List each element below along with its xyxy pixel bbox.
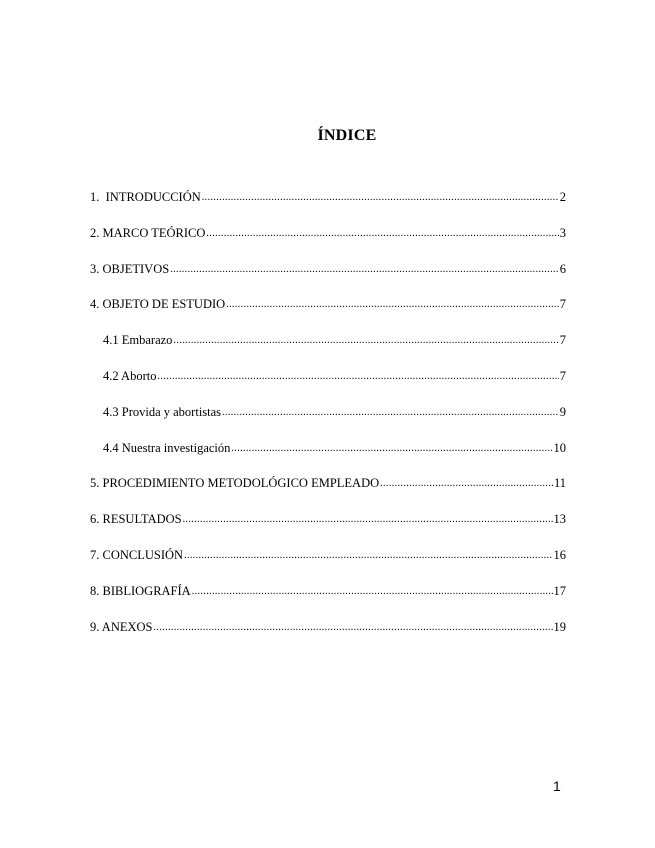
toc-dot-leader: [231, 440, 552, 458]
page-number: 1: [553, 778, 561, 794]
toc-dot-leader: [222, 404, 559, 422]
toc-entry-label: 4.3 Provida y abortistas: [103, 404, 222, 419]
toc-entry-label: 6. RESULTADOS: [90, 512, 182, 527]
toc-entry-page: 2: [559, 190, 566, 204]
toc-entry-label: 4. OBJETO DE ESTUDIO: [90, 297, 226, 312]
toc-entry-marco-teorico[interactable]: [90, 224, 566, 260]
toc-entry-page: 3: [559, 225, 566, 240]
toc-entry-resultados[interactable]: [90, 510, 566, 546]
toc-entry-page: 7: [559, 368, 566, 383]
toc-entry-page: 19: [553, 619, 566, 634]
toc-entry-label: 4.2 Aborto: [103, 368, 157, 383]
toc-dot-leader: [173, 332, 558, 350]
toc-entry-label: 9. ANEXOS: [90, 619, 153, 634]
toc-entry-conclusion[interactable]: [90, 546, 566, 582]
toc-entry-page: 10: [553, 440, 566, 455]
toc-title: ÍNDICE: [317, 127, 377, 144]
toc-entry-page: 7: [559, 333, 566, 348]
toc-entry-page: 9: [559, 404, 566, 419]
toc-entry-embarazo[interactable]: [90, 331, 566, 367]
toc-entry-label: 5. PROCEDIMIENTO METODOLÓGICO EMPLEADO: [90, 476, 380, 491]
toc-entry-aborto[interactable]: [90, 367, 566, 403]
toc-entry-nuestra-investigacion[interactable]: [90, 439, 566, 475]
toc-list: [90, 188, 566, 653]
toc-dot-leader: [226, 296, 559, 314]
toc-entry-page: 16: [553, 547, 566, 562]
toc-dot-leader: [192, 583, 553, 601]
toc-entry-label: 4.1 Embarazo: [103, 333, 173, 348]
toc-entry-label: 4.4 Nuestra investigación: [103, 440, 231, 455]
toc-dot-leader: [154, 619, 553, 637]
toc-entry-bibliografia[interactable]: [90, 582, 566, 618]
toc-entry-page: 7: [559, 297, 566, 312]
toc-entry-page: 11: [553, 476, 566, 491]
toc-entry-label: 8. BIBLIOGRAFÍA: [90, 583, 191, 598]
toc-entry-introduccion[interactable]: [90, 188, 566, 224]
toc-dot-leader: [183, 511, 553, 529]
toc-dot-leader: [184, 547, 552, 565]
toc-dot-leader: [380, 475, 553, 493]
toc-entry-objeto-de-estudio[interactable]: [90, 295, 566, 331]
toc-entry-label: 3. OBJETIVOS: [90, 261, 170, 276]
toc-entry-page: 13: [553, 512, 566, 527]
toc-entry-page: 6: [559, 261, 566, 276]
toc-entry-provida-y-abortistas[interactable]: [90, 403, 566, 439]
toc-dot-leader: [157, 368, 558, 386]
toc-entry-label: 7. CONCLUSIÓN: [90, 547, 184, 562]
toc-entry-page: 17: [553, 583, 566, 598]
toc-entry-label: 1. INTRODUCCIÓN: [90, 190, 201, 204]
toc-entry-label: 2. MARCO TEÓRICO: [90, 225, 206, 240]
toc-entry-procedimiento-metodologico[interactable]: [90, 474, 566, 510]
toc-dot-leader: [170, 261, 559, 279]
toc-entry-objetivos[interactable]: [90, 260, 566, 296]
toc-entry-anexos[interactable]: [90, 618, 566, 654]
toc-dot-leader: [202, 189, 559, 207]
toc-dot-leader: [206, 225, 558, 243]
